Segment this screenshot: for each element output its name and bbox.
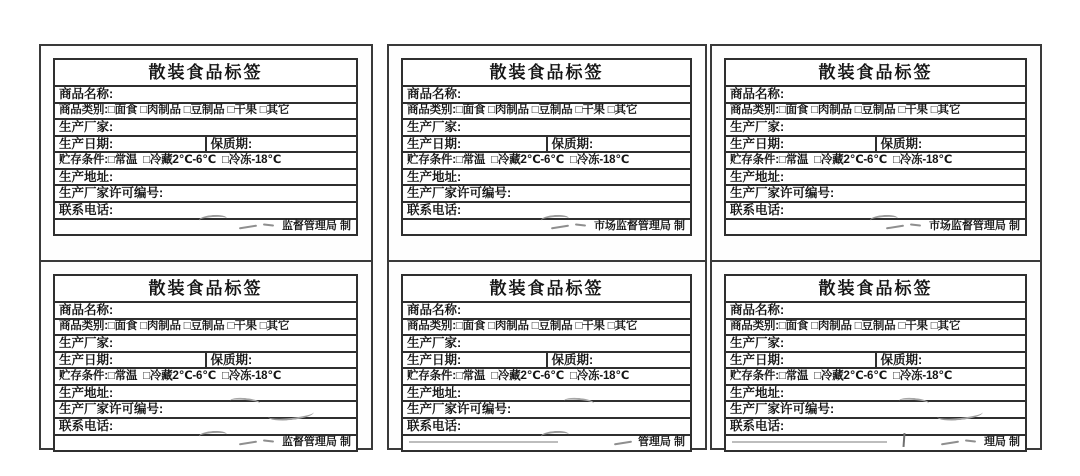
pen-smudge xyxy=(732,441,887,443)
row-manufacturer: 生产厂家: xyxy=(55,118,356,135)
row-license-number: 生产厂家许可编号: xyxy=(726,184,1025,201)
print-panel-2 xyxy=(387,44,707,450)
pen-smudge xyxy=(614,440,632,445)
panel-cell xyxy=(712,58,1040,262)
row-product-name: 商品名称: xyxy=(726,301,1025,318)
cell-shelf-life: 保质期: xyxy=(551,352,594,367)
row-date-and-shelf-life xyxy=(403,351,690,368)
row-phone: 联系电话: xyxy=(726,417,1025,434)
label-title: 散装食品标签 xyxy=(489,63,604,82)
row-storage-conditions: 贮存条件:□常温 □冷藏2℃-6℃ □冷冻-18℃ xyxy=(726,151,1025,168)
row-address: 生产地址: xyxy=(55,384,356,401)
pen-smudge xyxy=(551,224,569,229)
panel-cell xyxy=(389,58,705,262)
bulk-food-label-card-6 xyxy=(724,274,1027,452)
pen-smudge xyxy=(886,224,904,229)
pen-smudge xyxy=(903,433,906,447)
label-title: 散装食品标签 xyxy=(489,279,604,298)
row-address: 生产地址: xyxy=(726,168,1025,185)
label-title: 散装食品标签 xyxy=(148,279,263,298)
row-phone: 联系电话: xyxy=(403,417,690,434)
row-category-checkboxes: 商品类别:□面食 □肉制品 □豆制品 □干果 □其它 xyxy=(726,102,1025,119)
cell-production-date: 生产日期: xyxy=(726,353,877,368)
row-category-checkboxes: 商品类别:□面食 □肉制品 □豆制品 □干果 □其它 xyxy=(55,102,356,119)
row-license-number: 生产厂家许可编号: xyxy=(726,400,1025,417)
pen-smudge xyxy=(965,439,976,442)
cell-production-date: 生产日期: xyxy=(726,137,877,152)
bulk-food-label-card-1 xyxy=(53,58,358,236)
panel-cell xyxy=(712,274,1040,476)
row-date-and-shelf-life xyxy=(55,351,356,368)
row-category-checkboxes: 商品类别:□面食 □肉制品 □豆制品 □干果 □其它 xyxy=(403,318,690,335)
cell-production-date: 生产日期: xyxy=(55,353,207,368)
row-issuer-stamp xyxy=(403,434,690,451)
issuer-text: 监督管理局 制 xyxy=(281,436,351,449)
label-title: 散装食品标签 xyxy=(148,63,263,82)
cell-shelf-life: 保质期: xyxy=(551,136,594,151)
row-product-name: 商品名称: xyxy=(55,301,356,318)
row-issuer-stamp xyxy=(726,218,1025,235)
cell-production-date: 生产日期: xyxy=(403,353,548,368)
row-issuer-stamp xyxy=(55,218,356,235)
pen-smudge xyxy=(910,223,921,226)
bulk-food-label-card-5 xyxy=(401,274,692,452)
row-date-and-shelf-life xyxy=(55,135,356,152)
row-storage-conditions: 贮存条件:□常温 □冷藏2℃-6℃ □冷冻-18℃ xyxy=(726,367,1025,384)
panel-cell xyxy=(389,274,705,476)
pen-smudge xyxy=(263,439,274,442)
row-issuer-stamp xyxy=(55,434,356,451)
row-address: 生产地址: xyxy=(403,384,690,401)
pen-smudge xyxy=(239,440,257,445)
pen-smudge xyxy=(409,441,558,443)
issuer-text: 市场监督管理局 制 xyxy=(593,220,685,233)
row-product-name: 商品名称: xyxy=(403,85,690,102)
row-manufacturer: 生产厂家: xyxy=(726,118,1025,135)
row-product-name: 商品名称: xyxy=(403,301,690,318)
row-storage-conditions: 贮存条件:□常温 □冷藏2℃-6℃ □冷冻-18℃ xyxy=(403,151,690,168)
label-title: 散装食品标签 xyxy=(818,63,933,82)
row-phone: 联系电话: xyxy=(55,201,356,218)
row-address: 生产地址: xyxy=(55,168,356,185)
row-date-and-shelf-life xyxy=(726,135,1025,152)
panel-cell xyxy=(41,274,371,476)
cell-shelf-life: 保质期: xyxy=(210,352,253,367)
row-phone: 联系电话: xyxy=(726,201,1025,218)
issuer-text: 管理局 制 xyxy=(637,436,685,449)
row-category-checkboxes: 商品类别:□面食 □肉制品 □豆制品 □干果 □其它 xyxy=(403,102,690,119)
row-issuer-stamp xyxy=(726,434,1025,451)
row-date-and-shelf-life xyxy=(403,135,690,152)
cell-shelf-life: 保质期: xyxy=(880,352,923,367)
cell-production-date: 生产日期: xyxy=(403,137,548,152)
row-manufacturer: 生产厂家: xyxy=(403,334,690,351)
row-date-and-shelf-life xyxy=(726,351,1025,368)
row-phone: 联系电话: xyxy=(55,417,356,434)
bulk-food-label-card-2 xyxy=(401,58,692,236)
bulk-food-label-card-4 xyxy=(53,274,358,452)
cell-shelf-life: 保质期: xyxy=(880,136,923,151)
row-license-number: 生产厂家许可编号: xyxy=(403,400,690,417)
pen-smudge xyxy=(263,223,274,226)
print-panel-1 xyxy=(39,44,373,450)
row-manufacturer: 生产厂家: xyxy=(403,118,690,135)
panel-cell xyxy=(41,58,371,262)
row-issuer-stamp xyxy=(403,218,690,235)
pen-smudge xyxy=(239,224,257,229)
row-storage-conditions: 贮存条件:□常温 □冷藏2℃-6℃ □冷冻-18℃ xyxy=(55,151,356,168)
row-storage-conditions: 贮存条件:□常温 □冷藏2℃-6℃ □冷冻-18℃ xyxy=(55,367,356,384)
row-category-checkboxes: 商品类别:□面食 □肉制品 □豆制品 □干果 □其它 xyxy=(726,318,1025,335)
row-storage-conditions: 贮存条件:□常温 □冷藏2℃-6℃ □冷冻-18℃ xyxy=(403,367,690,384)
row-manufacturer: 生产厂家: xyxy=(55,334,356,351)
label-title: 散装食品标签 xyxy=(818,279,933,298)
row-category-checkboxes: 商品类别:□面食 □肉制品 □豆制品 □干果 □其它 xyxy=(55,318,356,335)
issuer-text: 理局 制 xyxy=(983,436,1020,449)
issuer-text: 监督管理局 制 xyxy=(281,220,351,233)
bulk-food-label-card-3 xyxy=(724,58,1027,236)
row-license-number: 生产厂家许可编号: xyxy=(55,400,356,417)
pen-smudge xyxy=(575,223,586,226)
row-product-name: 商品名称: xyxy=(55,85,356,102)
pen-smudge xyxy=(941,440,959,445)
cell-shelf-life: 保质期: xyxy=(210,136,253,151)
issuer-text: 市场监督管理局 制 xyxy=(928,220,1020,233)
row-manufacturer: 生产厂家: xyxy=(726,334,1025,351)
row-license-number: 生产厂家许可编号: xyxy=(55,184,356,201)
print-panel-3 xyxy=(710,44,1042,450)
row-address: 生产地址: xyxy=(726,384,1025,401)
row-product-name: 商品名称: xyxy=(726,85,1025,102)
cell-production-date: 生产日期: xyxy=(55,137,207,152)
row-license-number: 生产厂家许可编号: xyxy=(403,184,690,201)
row-address: 生产地址: xyxy=(403,168,690,185)
row-phone: 联系电话: xyxy=(403,201,690,218)
